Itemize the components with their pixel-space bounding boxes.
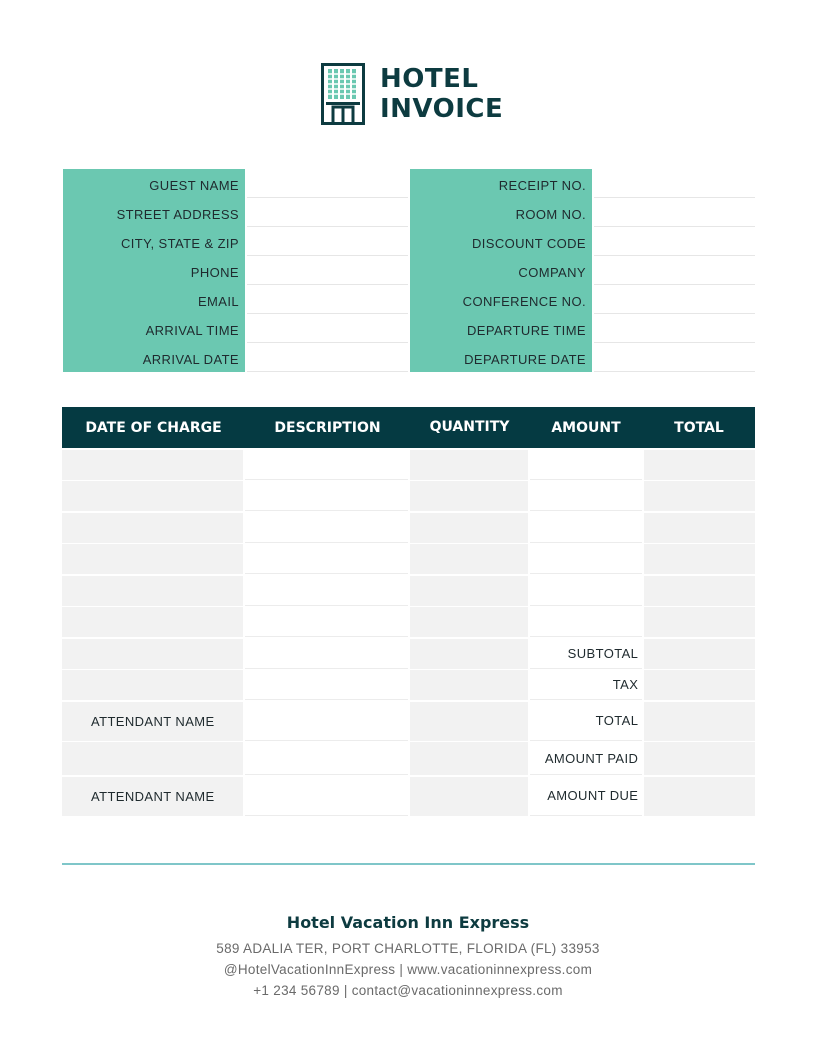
quantity-cell[interactable] xyxy=(410,450,528,480)
col-date-of-charge: DATE OF CHARGE xyxy=(85,419,222,436)
table-row xyxy=(62,607,755,637)
blank-cell xyxy=(410,639,528,669)
arrival-date-field[interactable] xyxy=(247,343,408,372)
street-address-field[interactable] xyxy=(247,198,408,227)
blank-cell xyxy=(245,742,408,775)
discount-code-field[interactable] xyxy=(594,227,755,256)
hotel-social-web: @HotelVacationInnExpress | www.vacationinnexpress.com xyxy=(223,962,593,977)
attendant-name-field[interactable] xyxy=(245,702,408,741)
info-row xyxy=(410,169,755,198)
blank-cell xyxy=(62,670,243,700)
blank-cell xyxy=(62,639,243,669)
company-field[interactable] xyxy=(594,256,755,285)
info-row xyxy=(410,227,755,256)
quantity-cell[interactable] xyxy=(410,576,528,606)
info-row xyxy=(410,256,755,285)
guest-name-label: GUEST NAME xyxy=(63,169,245,198)
phone-field[interactable] xyxy=(247,256,408,285)
col-description: DESCRIPTION xyxy=(274,419,381,436)
city-state-zip-label: CITY, STATE & ZIP xyxy=(63,227,245,256)
tax-value[interactable] xyxy=(644,670,755,700)
total-cell[interactable] xyxy=(644,450,755,480)
amount-cell[interactable] xyxy=(530,481,643,511)
guest-info-left xyxy=(63,169,408,372)
conference-no-field[interactable] xyxy=(594,285,755,314)
info-row xyxy=(63,227,408,256)
date-cell[interactable] xyxy=(62,513,243,543)
guest-info-right xyxy=(410,169,755,372)
col-quantity: QUANTITY xyxy=(429,419,510,435)
blank-cell xyxy=(410,742,528,775)
description-cell[interactable] xyxy=(245,576,408,606)
info-row xyxy=(410,285,755,314)
amount-cell[interactable] xyxy=(530,576,643,606)
amount-paid-value[interactable] xyxy=(644,742,755,775)
info-row xyxy=(63,169,408,198)
blank-cell xyxy=(410,702,528,741)
quantity-cell[interactable] xyxy=(410,607,528,637)
tax-label: TAX xyxy=(530,670,643,700)
subtotal-label: SUBTOTAL xyxy=(530,639,643,669)
subtotal-row xyxy=(62,639,755,669)
description-cell[interactable] xyxy=(245,544,408,574)
total-label: TOTAL xyxy=(530,702,643,741)
charges-header-row xyxy=(62,407,755,448)
receipt-no-label: RECEIPT NO. xyxy=(410,169,592,198)
room-no-label: ROOM NO. xyxy=(410,198,592,227)
total-cell[interactable] xyxy=(644,513,755,543)
col-total: TOTAL xyxy=(674,419,724,436)
blank-cell xyxy=(410,777,528,816)
hotel-address: 589 ADALIA TER, PORT CHARLOTTE, FLORIDA (FL) 33953 xyxy=(216,941,600,956)
info-row xyxy=(410,343,755,372)
date-cell[interactable] xyxy=(62,576,243,606)
attendant-name-label-2: ATTENDANT NAME xyxy=(62,777,243,816)
page-title xyxy=(380,64,503,124)
receipt-no-field[interactable] xyxy=(594,169,755,198)
blank-cell xyxy=(245,639,408,669)
date-cell[interactable] xyxy=(62,481,243,511)
amount-cell[interactable] xyxy=(530,607,643,637)
amount-cell[interactable] xyxy=(530,544,643,574)
info-row xyxy=(63,256,408,285)
table-row xyxy=(62,450,755,480)
description-cell[interactable] xyxy=(245,481,408,511)
quantity-cell[interactable] xyxy=(410,544,528,574)
amount-paid-row xyxy=(62,742,755,775)
total-row xyxy=(62,702,755,741)
guest-name-field[interactable] xyxy=(247,169,408,198)
description-cell[interactable] xyxy=(245,607,408,637)
amount-due-value[interactable] xyxy=(644,777,755,816)
discount-code-label: DISCOUNT CODE xyxy=(410,227,592,256)
table-row xyxy=(62,513,755,543)
info-row xyxy=(410,198,755,227)
departure-date-label: DEPARTURE DATE xyxy=(410,343,592,372)
room-no-field[interactable] xyxy=(594,198,755,227)
date-cell[interactable] xyxy=(62,607,243,637)
tax-row xyxy=(62,670,755,700)
subtotal-value[interactable] xyxy=(644,639,755,669)
total-cell[interactable] xyxy=(644,607,755,637)
departure-time-label: DEPARTURE TIME xyxy=(410,314,592,343)
info-row xyxy=(63,198,408,227)
total-cell[interactable] xyxy=(644,481,755,511)
amount-paid-label: AMOUNT PAID xyxy=(530,742,643,775)
amount-due-row xyxy=(62,777,755,816)
company-label: COMPANY xyxy=(410,256,592,285)
col-amount: AMOUNT xyxy=(551,419,621,436)
info-row xyxy=(63,314,408,343)
charges-table xyxy=(62,407,755,816)
table-row xyxy=(62,544,755,574)
total-value[interactable] xyxy=(644,702,755,741)
conference-no-label: CONFERENCE NO. xyxy=(410,285,592,314)
footer-divider xyxy=(62,863,755,865)
description-cell[interactable] xyxy=(245,513,408,543)
info-row xyxy=(63,285,408,314)
info-row xyxy=(63,343,408,372)
hotel-building-icon xyxy=(321,63,365,125)
total-cell[interactable] xyxy=(644,576,755,606)
total-cell[interactable] xyxy=(644,544,755,574)
blank-cell xyxy=(245,670,408,700)
blank-cell xyxy=(62,742,243,775)
description-cell[interactable] xyxy=(245,450,408,480)
hotel-name: Hotel Vacation Inn Express xyxy=(286,913,530,932)
arrival-date-label: ARRIVAL DATE xyxy=(63,343,245,372)
city-state-zip-field[interactable] xyxy=(247,227,408,256)
street-address-label: STREET ADDRESS xyxy=(63,198,245,227)
email-field[interactable] xyxy=(247,285,408,314)
date-cell[interactable] xyxy=(62,450,243,480)
table-row xyxy=(62,576,755,606)
departure-time-field[interactable] xyxy=(594,314,755,343)
info-row xyxy=(410,314,755,343)
departure-date-field[interactable] xyxy=(594,343,755,372)
amount-cell[interactable] xyxy=(530,450,643,480)
date-cell[interactable] xyxy=(62,544,243,574)
quantity-cell[interactable] xyxy=(410,481,528,511)
quantity-cell[interactable] xyxy=(410,513,528,543)
amount-due-label: AMOUNT DUE xyxy=(530,777,643,816)
amount-cell[interactable] xyxy=(530,513,643,543)
hotel-phone-email: +1 234 56789 | contact@vacationinnexpress.com xyxy=(253,983,563,998)
attendant-name-label: ATTENDANT NAME xyxy=(62,702,243,741)
title-line-2: INVOICE xyxy=(380,94,504,124)
attendant-name-field-2[interactable] xyxy=(245,777,408,816)
arrival-time-label: ARRIVAL TIME xyxy=(63,314,245,343)
title-line-1: HOTEL xyxy=(380,64,479,94)
table-row xyxy=(62,481,755,511)
phone-label: PHONE xyxy=(63,256,245,285)
blank-cell xyxy=(410,670,528,700)
email-label: EMAIL xyxy=(63,285,245,314)
arrival-time-field[interactable] xyxy=(247,314,408,343)
